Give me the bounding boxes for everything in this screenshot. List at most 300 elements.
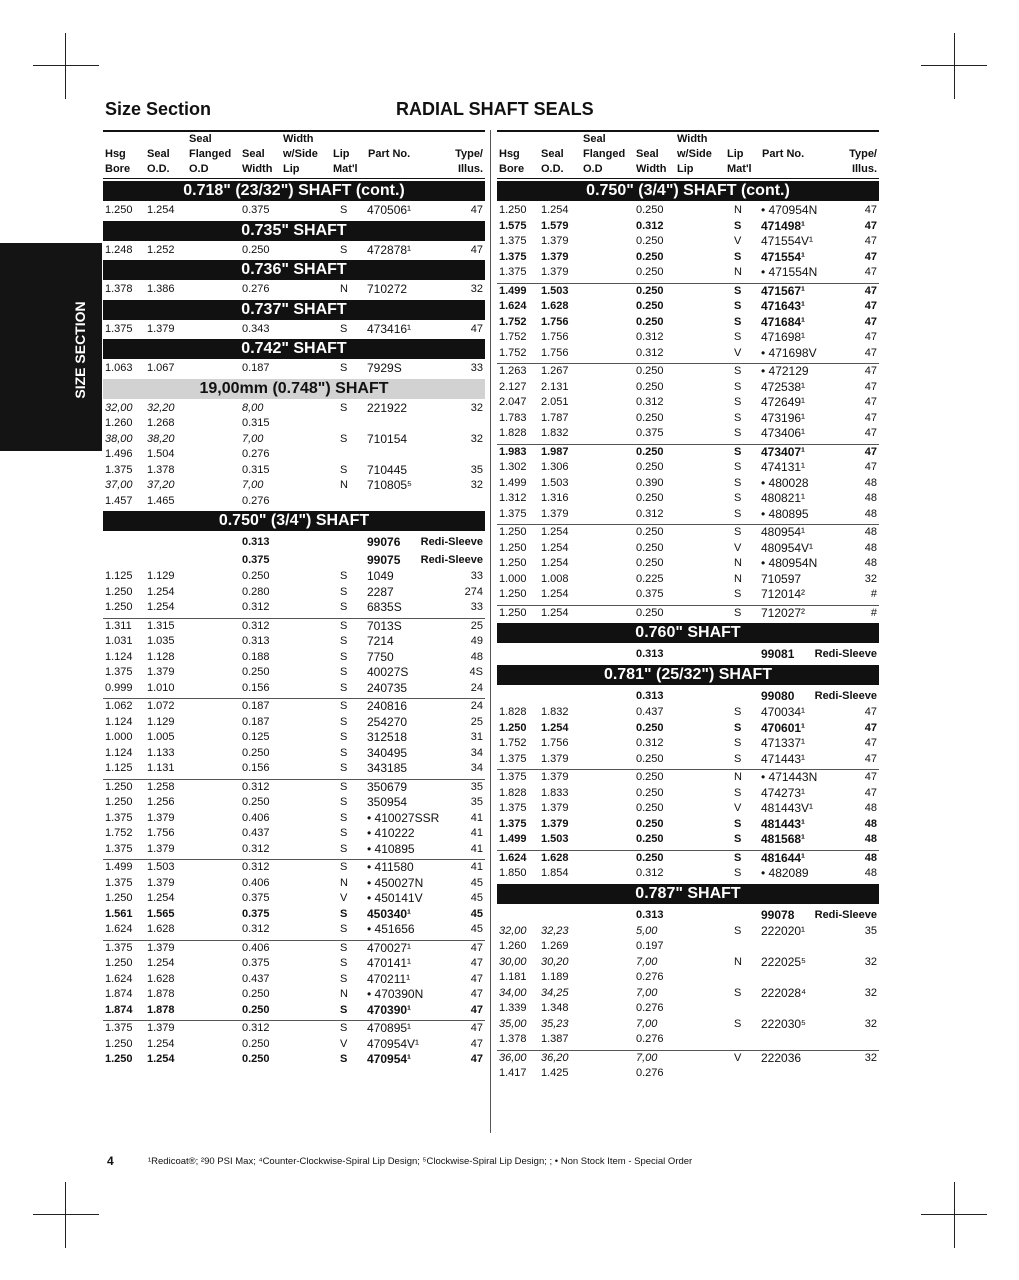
cell-part-no: 470034¹ [761, 705, 806, 719]
cell-hsg-bore: 1.624 [105, 923, 133, 935]
col-lip-matl: Lip Mat'l [727, 148, 752, 175]
cell-part-no: • 470390N [367, 987, 424, 1001]
cell-hsg-bore: 1.561 [105, 907, 133, 920]
cell-part-no: • 450141V [367, 891, 423, 905]
cell-lip-matl: S [340, 715, 348, 728]
cell-hsg-bore: 1.375 [105, 811, 133, 824]
cell-lip-matl: N [734, 266, 742, 278]
cell-seal-od: 1.787 [541, 411, 569, 424]
cell-lip-matl: S [340, 401, 348, 414]
table-row [103, 940, 485, 957]
cell-type-illus: 47 [864, 331, 877, 343]
table-row [497, 460, 879, 476]
cell-hsg-bore: 1.378 [499, 1033, 527, 1045]
table-row [497, 395, 879, 411]
cell-hsg-bore: 1.499 [105, 861, 133, 873]
cell-seal-width: 0.250 [242, 1003, 270, 1016]
cell-hsg-bore: 1.624 [499, 300, 527, 312]
cell-seal-width: 7,00 [636, 1051, 658, 1064]
cell-type-illus: 35 [864, 924, 877, 937]
cell-hsg-bore: 1.375 [499, 802, 527, 814]
cell-lip-matl: S [734, 526, 742, 538]
cell-seal-od: 1.504 [147, 448, 175, 460]
cell-hsg-bore: 1.250 [105, 204, 133, 216]
col-hsg-bore: Hsg Bore [499, 148, 525, 175]
cell-seal-width: 0.276 [636, 1033, 664, 1045]
cell-hsg-bore: 1.375 [499, 771, 527, 783]
cell-type-illus: Redi-Sleeve [814, 908, 877, 921]
col-part-no: Part No. [368, 148, 411, 160]
crop-mark [65, 33, 66, 99]
cell-part-no: • 480028 [761, 475, 809, 490]
cell-part-no: 470601¹ [761, 720, 806, 735]
cell-seal-width: 0.406 [242, 941, 270, 954]
cell-seal-width: 0.312 [242, 601, 270, 613]
cell-lip-matl: S [340, 842, 348, 855]
cell-type-illus: Redi-Sleeve [814, 648, 877, 660]
table-row [103, 922, 485, 938]
cell-type-illus: 47 [864, 235, 877, 247]
page-title: RADIAL SHAFT SEALS [396, 99, 594, 119]
cell-hsg-bore: 32,00 [105, 401, 133, 414]
cell-seal-width: 0.197 [636, 940, 664, 952]
cell-type-illus: 47 [864, 204, 877, 216]
col-type-illus: Type/ Illus. [455, 148, 483, 175]
cell-part-no: 481568¹ [761, 832, 806, 846]
cell-lip-matl: V [734, 802, 742, 814]
cell-seal-width: 0.313 [636, 908, 664, 921]
table-row [497, 970, 879, 986]
shaft-size-heading: 0.735" SHAFT [103, 221, 485, 241]
cell-seal-width: 0.250 [636, 526, 664, 538]
cell-seal-width: 7,00 [636, 1017, 658, 1030]
cell-seal-od: 1.379 [541, 235, 569, 247]
cell-lip-matl: S [340, 762, 348, 774]
col-seal-od: Seal O.D. [147, 148, 170, 175]
cell-part-no: 481443¹ [761, 816, 806, 831]
cell-hsg-bore: 1.828 [499, 706, 527, 718]
cell-hsg-bore: 1.496 [105, 448, 133, 460]
page-number: 4 [107, 1154, 114, 1168]
cell-type-illus: 25 [470, 715, 483, 728]
cell-hsg-bore: 1.031 [105, 635, 133, 647]
cell-type-illus: 47 [470, 322, 483, 335]
cell-seal-od: 1.254 [541, 588, 569, 600]
cell-type-illus: 47 [470, 957, 483, 969]
cell-seal-width: 0.250 [636, 365, 664, 377]
cell-hsg-bore: 2.047 [499, 396, 527, 408]
table-row [103, 956, 485, 972]
cell-seal-width: 0.276 [636, 971, 664, 983]
cell-seal-width: 0.375 [636, 588, 664, 600]
cell-part-no: 710445 [367, 462, 408, 477]
cell-lip-matl: S [734, 737, 742, 749]
cell-seal-od: 1.254 [147, 585, 175, 598]
cell-type-illus: 35 [470, 780, 483, 793]
cell-part-no: 471554V¹ [761, 234, 814, 248]
cell-lip-matl: S [734, 851, 742, 864]
cell-hsg-bore: 35,00 [499, 1017, 527, 1030]
cell-seal-od: 38,20 [147, 432, 175, 445]
cell-seal-od: 1.756 [541, 346, 569, 359]
table-row [497, 721, 879, 737]
cell-lip-matl: S [340, 972, 348, 985]
cell-type-illus: 35 [470, 463, 483, 476]
cell-seal-od: 37,20 [147, 479, 175, 491]
cell-seal-od: 35,23 [541, 1017, 569, 1030]
cell-lip-matl: S [340, 570, 348, 582]
shaft-size-heading: 0.742" SHAFT [103, 339, 485, 359]
cell-hsg-bore: 1.874 [105, 1003, 133, 1016]
cell-seal-od: 2.131 [541, 380, 569, 393]
col-seal-width: Seal Width [636, 148, 667, 175]
cell-seal-width: 0.250 [636, 235, 664, 247]
table-row [497, 476, 879, 492]
cell-lip-matl: S [340, 432, 348, 445]
cell-hsg-bore: 1.375 [105, 876, 133, 889]
cell-seal-od: 1.379 [541, 266, 569, 278]
table-header [497, 130, 879, 179]
table-row [497, 850, 879, 867]
cell-seal-od: 1.379 [147, 941, 175, 954]
cell-type-illus: 47 [470, 1003, 483, 1016]
table-row [497, 572, 879, 588]
col-type-illus: Type/ Illus. [849, 148, 877, 175]
cell-hsg-bore: 1.375 [105, 322, 133, 335]
cell-seal-od: 1.878 [147, 988, 175, 1000]
cell-hsg-bore: 1.250 [105, 585, 133, 598]
cell-lip-matl: N [340, 283, 348, 295]
cell-seal-width: 0.250 [242, 746, 270, 759]
table-row [103, 585, 485, 601]
cell-part-no: 710805⁵ [367, 478, 413, 492]
cell-seal-od: 1.503 [541, 833, 569, 845]
cell-seal-od: 1.269 [541, 940, 569, 952]
table-row [497, 315, 879, 331]
cell-seal-width: 0.250 [636, 721, 664, 734]
left-column [103, 130, 485, 1068]
cell-seal-width: 0.188 [242, 650, 270, 663]
cell-type-illus: 47 [864, 380, 877, 393]
cell-lip-matl: S [734, 461, 742, 473]
cell-lip-matl: S [340, 619, 348, 632]
cell-lip-matl: V [734, 541, 742, 554]
cell-seal-width: 0.156 [242, 681, 270, 694]
cell-lip-matl: S [734, 380, 742, 393]
cell-part-no: • 480895 [761, 506, 809, 521]
cell-seal-od: 1.756 [541, 737, 569, 749]
cell-seal-od: 1.628 [541, 851, 569, 864]
table-row [497, 705, 879, 721]
shaft-size-heading: 0.781" (25/32") SHAFT [497, 665, 879, 685]
cell-lip-matl: S [734, 492, 742, 504]
cell-lip-matl: S [340, 681, 348, 694]
section-title: Size Section [105, 99, 212, 119]
cell-part-no: 350679 [367, 779, 408, 794]
cell-type-illus: 47 [470, 204, 483, 216]
cell-seal-width: 0.250 [636, 380, 664, 393]
cell-part-no: 240735 [367, 680, 408, 695]
table-row [103, 761, 485, 777]
cell-type-illus: 47 [864, 346, 877, 359]
cell-hsg-bore: 1.250 [105, 957, 133, 969]
cell-lip-matl: S [340, 923, 348, 935]
cell-seal-width: 0.250 [636, 204, 664, 216]
cell-type-illus: # [870, 606, 877, 619]
table-row [497, 769, 879, 786]
cell-seal-od: 1.254 [541, 557, 569, 569]
table-row [103, 746, 485, 762]
cell-part-no: 710154 [367, 431, 408, 446]
cell-type-illus: 48 [864, 541, 877, 554]
cell-lip-matl: S [340, 585, 348, 598]
col-width-wside-lip: Width w/Side Lip [677, 133, 712, 175]
cell-type-illus: 47 [864, 737, 877, 749]
cell-seal-od: 1.379 [147, 842, 175, 855]
cell-hsg-bore: 1.250 [105, 892, 133, 904]
col-seal-width: Seal Width [242, 148, 273, 175]
cell-lip-matl: S [340, 243, 348, 256]
cell-part-no: 480954V¹ [761, 540, 814, 555]
table-row [103, 243, 485, 259]
cell-hsg-bore: 1.499 [499, 833, 527, 845]
cell-type-illus: 24 [470, 681, 483, 694]
cell-type-illus: 24 [470, 700, 483, 712]
cell-seal-od: 1.379 [147, 666, 175, 678]
cell-seal-width: 0.312 [242, 619, 270, 632]
cell-type-illus: 47 [864, 300, 877, 312]
cell-part-no: 222025⁵ [761, 954, 807, 969]
cell-part-no: • 450027N [367, 875, 424, 890]
cell-lip-matl: S [340, 700, 348, 712]
cell-seal-width: 0.312 [636, 737, 664, 749]
table-row [103, 907, 485, 923]
cell-seal-width: 0.250 [242, 1037, 270, 1050]
cell-part-no: 470027¹ [367, 940, 412, 955]
cell-hsg-bore: 1.378 [105, 283, 133, 295]
table-row [103, 282, 485, 298]
cell-seal-width: 0.390 [636, 476, 664, 489]
table-row [103, 1037, 485, 1053]
cell-type-illus: 47 [470, 1022, 483, 1034]
table-row [103, 618, 485, 635]
table-row [497, 687, 879, 705]
cell-seal-width: 0.313 [242, 635, 270, 647]
cell-part-no: 450340¹ [367, 906, 412, 921]
cell-hsg-bore: 1.125 [105, 762, 133, 774]
cell-seal-width: 0.375 [636, 427, 664, 439]
cell-lip-matl: V [734, 1051, 742, 1064]
cell-seal-width: 0.250 [636, 411, 664, 424]
cell-lip-matl: S [340, 1022, 348, 1034]
cell-seal-od: 1.832 [541, 706, 569, 718]
crop-mark [33, 65, 99, 66]
cell-seal-width: 0.250 [242, 1053, 270, 1065]
cell-seal-width: 0.276 [636, 1002, 664, 1014]
cell-part-no: 7750 [367, 649, 394, 664]
crop-mark [954, 33, 955, 99]
cell-seal-width: 0.437 [242, 827, 270, 839]
cell-hsg-bore: 0.999 [105, 681, 133, 694]
cell-seal-width: 0.125 [242, 731, 270, 743]
cell-hsg-bore: 1.375 [105, 463, 133, 476]
table-row [103, 876, 485, 892]
cell-part-no: 474273¹ [761, 785, 806, 800]
table-row [497, 1066, 879, 1082]
cell-hsg-bore: 1.752 [105, 827, 133, 839]
cell-lip-matl: S [734, 411, 742, 424]
cell-seal-width: 0.250 [636, 833, 664, 845]
cell-lip-matl: S [340, 601, 348, 613]
cell-type-illus: 47 [470, 941, 483, 954]
cell-part-no: 474131¹ [761, 460, 806, 474]
cell-type-illus: 48 [864, 476, 877, 489]
cell-part-no: 221922 [367, 400, 408, 415]
cell-type-illus: # [870, 588, 877, 600]
table-row [103, 1003, 485, 1019]
cell-lip-matl: S [340, 463, 348, 476]
cell-hsg-bore: 1.250 [105, 796, 133, 808]
cell-hsg-bore: 1.874 [105, 988, 133, 1000]
cell-hsg-bore: 1.624 [499, 851, 527, 864]
cell-seal-width: 0.312 [242, 1022, 270, 1034]
cell-seal-width: 0.313 [636, 690, 664, 702]
cell-lip-matl: S [734, 817, 742, 830]
cell-part-no: 99078 [761, 907, 795, 922]
table-row [497, 524, 879, 541]
cell-seal-od: 34,25 [541, 986, 569, 999]
cell-seal-width: 7,00 [242, 479, 264, 491]
cell-type-illus: 33 [470, 362, 483, 374]
cell-hsg-bore: 1.311 [105, 619, 132, 632]
cell-lip-matl: N [734, 955, 742, 968]
cell-hsg-bore: 1.828 [499, 427, 527, 439]
cell-seal-od: 32,20 [147, 401, 175, 414]
table-row [103, 494, 485, 510]
cell-hsg-bore: 1.375 [499, 817, 527, 830]
cell-seal-width: 0.406 [242, 811, 270, 824]
cell-seal-width: 0.375 [242, 204, 270, 216]
cell-seal-width: 0.315 [242, 417, 270, 429]
cell-part-no: • 410895 [367, 841, 415, 856]
cell-lip-matl: N [340, 479, 348, 491]
cell-seal-width: 0.375 [242, 892, 270, 904]
cell-hsg-bore: 1.250 [499, 721, 527, 734]
cell-hsg-bore: 1.375 [499, 266, 527, 278]
cell-hsg-bore: 1.250 [499, 606, 527, 619]
cell-seal-od: 1.387 [541, 1033, 569, 1045]
cell-type-illus: 47 [864, 365, 877, 377]
cell-seal-width: 0.250 [636, 300, 664, 312]
cell-seal-width: 0.250 [636, 315, 664, 328]
cell-seal-od: 1.254 [147, 957, 175, 969]
table-row [103, 361, 485, 377]
cell-lip-matl: S [734, 284, 742, 297]
cell-seal-width: 0.313 [636, 648, 664, 660]
col-seal-od: Seal O.D. [541, 148, 564, 175]
cell-lip-matl: S [734, 752, 742, 765]
table-row [103, 447, 485, 463]
cell-part-no: • 451656 [367, 922, 415, 936]
cell-hsg-bore: 1.375 [105, 941, 133, 954]
cell-type-illus: 47 [470, 243, 483, 256]
cell-part-no: 470954¹ [367, 1052, 412, 1066]
cell-seal-width: 0.276 [242, 283, 270, 295]
cell-seal-width: 0.312 [242, 861, 270, 873]
table-row [103, 533, 485, 551]
cell-seal-od: 1.379 [541, 752, 569, 765]
table-row [497, 801, 879, 817]
cell-hsg-bore: 1.457 [105, 494, 133, 507]
cell-seal-od: 1.833 [541, 786, 569, 799]
cell-seal-width: 0.250 [636, 802, 664, 814]
cell-hsg-bore: 1.260 [499, 940, 527, 952]
cell-lip-matl: V [340, 892, 348, 904]
cell-hsg-bore: 1.250 [499, 541, 527, 554]
cell-part-no: • 472129 [761, 364, 809, 378]
cell-part-no: 99076 [367, 535, 401, 549]
table-row [497, 283, 879, 300]
cell-part-no: • 471698V [761, 345, 817, 360]
cell-hsg-bore: 1.375 [499, 250, 527, 263]
cell-seal-width: 0.312 [636, 507, 664, 520]
cell-type-illus: 49 [470, 635, 483, 647]
table-row [497, 832, 879, 848]
cell-hsg-bore: 1.375 [105, 842, 133, 855]
cell-seal-od: 1.067 [147, 362, 175, 374]
cell-seal-od: 1.254 [147, 1037, 175, 1050]
cell-part-no: 99081 [761, 647, 795, 661]
cell-type-illus: 48 [864, 507, 877, 520]
table-row [103, 795, 485, 811]
cell-seal-width: 7,00 [636, 955, 658, 968]
cell-seal-od: 1.379 [147, 811, 175, 824]
cell-hsg-bore: 34,00 [499, 986, 527, 999]
cell-hsg-bore: 1.181 [499, 971, 527, 983]
table-row [497, 924, 879, 940]
table-row [497, 346, 879, 362]
cell-part-no: 470506¹ [367, 203, 412, 217]
cell-lip-matl: S [340, 1003, 348, 1016]
cell-part-no: 710597 [761, 571, 802, 586]
cell-seal-width: 0.250 [636, 266, 664, 278]
table-row [497, 426, 879, 442]
cell-hsg-bore: 1.783 [499, 411, 527, 424]
cell-seal-od: 1.628 [541, 300, 569, 312]
cell-seal-od: 1.254 [541, 204, 569, 216]
cell-seal-od: 1.756 [147, 827, 175, 839]
table-row [497, 507, 879, 523]
cell-seal-od: 32,23 [541, 924, 569, 937]
footnotes: ¹Redicoat®; ²90 PSI Max; ⁴Counter-Clockwise-Spiral Lip Design; ⁵Clockwise-Spiral Lip Design; ; • Non Stock Item - Special Order [148, 1156, 693, 1167]
table-row [497, 587, 879, 603]
cell-type-illus: 32 [470, 432, 483, 445]
cell-seal-width: 0.250 [636, 541, 664, 554]
table-row [497, 1017, 879, 1033]
cell-lip-matl: S [734, 396, 742, 408]
cell-seal-od: 1.628 [147, 972, 175, 985]
cell-seal-width: 0.250 [636, 606, 664, 619]
cell-seal-width: 0.276 [242, 448, 270, 460]
shaft-size-heading: 0.736" SHAFT [103, 260, 485, 280]
table-row [497, 556, 879, 572]
cell-part-no: 471698¹ [761, 330, 806, 344]
table-row [497, 541, 879, 557]
table-row [497, 605, 879, 622]
cell-hsg-bore: 1.375 [499, 752, 527, 765]
cell-type-illus: 32 [864, 986, 877, 999]
table-row [103, 715, 485, 731]
